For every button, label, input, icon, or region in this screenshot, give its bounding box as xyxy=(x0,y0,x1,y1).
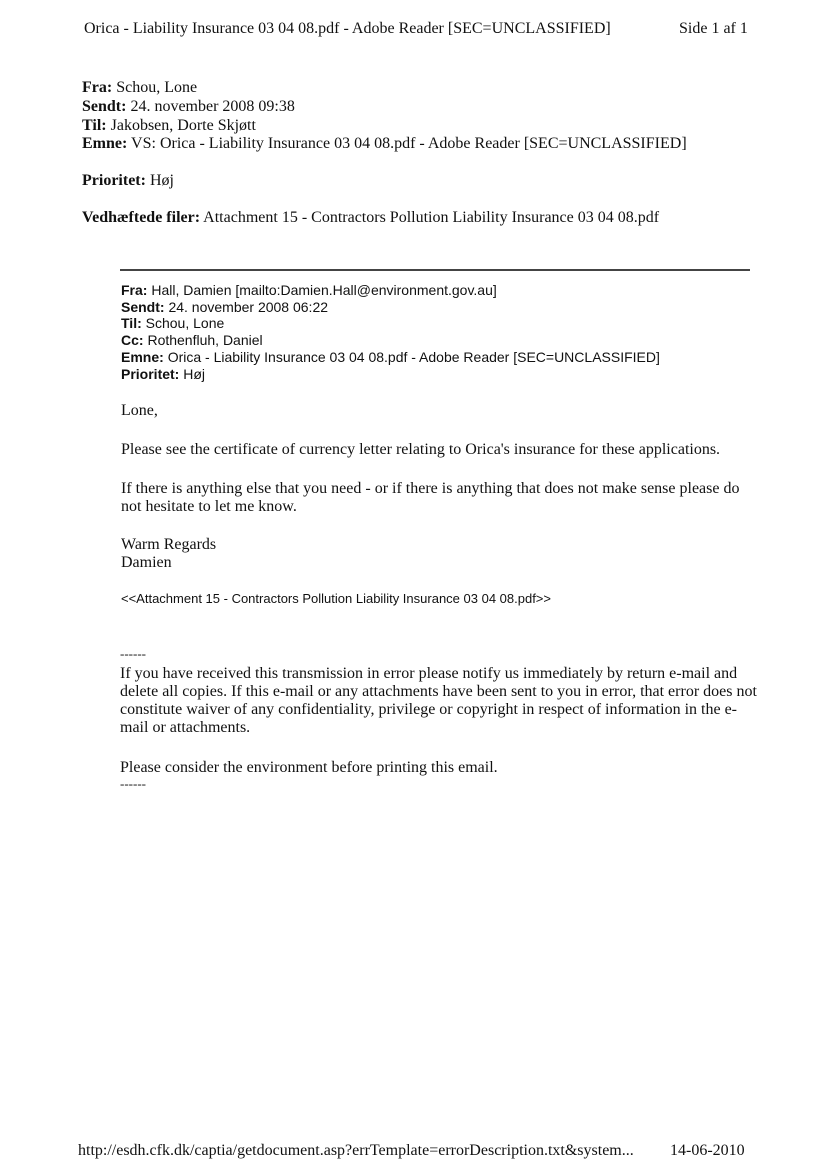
disclaimer-separator-bottom: ------ xyxy=(120,776,146,791)
message-greeting: Lone, xyxy=(121,402,158,419)
inner-sent-row xyxy=(121,299,328,316)
message-attachment-reference: <<Attachment 15 - Contractors Pollution Liability Insurance 03 04 08.pdf>> xyxy=(121,591,551,606)
inner-cc-value: Rothenfluh, Daniel xyxy=(147,332,263,348)
inner-from-row xyxy=(121,282,497,299)
disclaimer-environment-note: Please consider the environment before printing this email. xyxy=(120,759,498,776)
outer-from-label: Fra: xyxy=(82,79,113,96)
outer-attachments-value: Attachment 15 - Contractors Pollution Liability Insurance 03 04 08.pdf xyxy=(203,209,660,226)
print-header-title: Orica - Liability Insurance 03 04 08.pdf - Adobe Reader [SEC=UNCLASSIFIED] xyxy=(84,20,611,37)
inner-priority-row xyxy=(121,366,205,383)
inner-subject-label: Emne: xyxy=(121,349,164,365)
inner-to-label: Til: xyxy=(121,315,142,331)
inner-priority-label: Prioritet: xyxy=(121,366,180,382)
inner-from-value: Hall, Damien [mailto:Damien.Hall@environment.gov.au] xyxy=(151,282,497,298)
message-closing-regards: Warm Regards xyxy=(121,536,217,553)
outer-to-value: Jakobsen, Dorte Skjøtt xyxy=(110,117,256,134)
inner-from-label: Fra: xyxy=(121,282,148,298)
print-header-page-number: Side 1 af 1 xyxy=(679,20,748,37)
inner-priority-value: Høj xyxy=(183,366,206,382)
outer-to-row xyxy=(82,116,256,135)
outer-priority-value: Høj xyxy=(149,172,174,189)
outer-priority-row xyxy=(82,171,174,190)
outer-priority-label: Prioritet: xyxy=(82,172,146,189)
outer-sent-value: 24. november 2008 09:38 xyxy=(130,98,295,115)
message-paragraph-2: If there is anything else that you need - or if there is anything that does not make sense please do not hesitate to let me know. xyxy=(121,480,740,515)
inner-to-value: Schou, Lone xyxy=(145,315,225,331)
disclaimer-separator-top: ------ xyxy=(120,646,146,661)
print-footer-url: http://esdh.cfk.dk/captia/getdocument.asp?errTemplate=errorDescription.txt&system... xyxy=(78,1142,634,1159)
outer-sent-label: Sendt: xyxy=(82,98,127,115)
inner-sent-label: Sendt: xyxy=(121,299,165,315)
message-paragraph-1: Please see the certificate of currency letter relating to Orica's insurance for these applications. xyxy=(121,441,721,458)
outer-attachments-label: Vedhæftede filer: xyxy=(82,209,201,226)
outer-subject-value: VS: Orica - Liability Insurance 03 04 08.pdf - Adobe Reader [SEC=UNCLASSIFIED] xyxy=(131,135,687,152)
outer-to-label: Til: xyxy=(82,117,107,134)
inner-cc-label: Cc: xyxy=(121,332,144,348)
inner-cc-row xyxy=(121,332,263,349)
outer-attachments-row xyxy=(82,208,659,227)
disclaimer-text: If you have received this transmission in error please notify us immediately by return e-mail and delete all copies. If this e-mail or any attachments have been sent to you in error, that error does not constitute waiver of any confidentiality, privilege or copyright in respect of information in the e-mail or attachments. xyxy=(120,665,757,736)
outer-from-value: Schou, Lone xyxy=(116,79,198,96)
inner-subject-value: Orica - Liability Insurance 03 04 08.pdf - Adobe Reader [SEC=UNCLASSIFIED] xyxy=(167,349,660,365)
outer-sent-row xyxy=(82,97,295,116)
print-footer-date: 14-06-2010 xyxy=(670,1142,745,1159)
forward-separator-rule xyxy=(120,269,750,271)
inner-to-row xyxy=(121,315,224,332)
outer-subject-row xyxy=(82,134,687,153)
inner-subject-row xyxy=(121,349,660,366)
inner-sent-value: 24. november 2008 06:22 xyxy=(168,299,329,315)
message-closing-name: Damien xyxy=(121,554,172,571)
outer-subject-label: Emne: xyxy=(82,135,128,152)
outer-from-row xyxy=(82,78,197,97)
